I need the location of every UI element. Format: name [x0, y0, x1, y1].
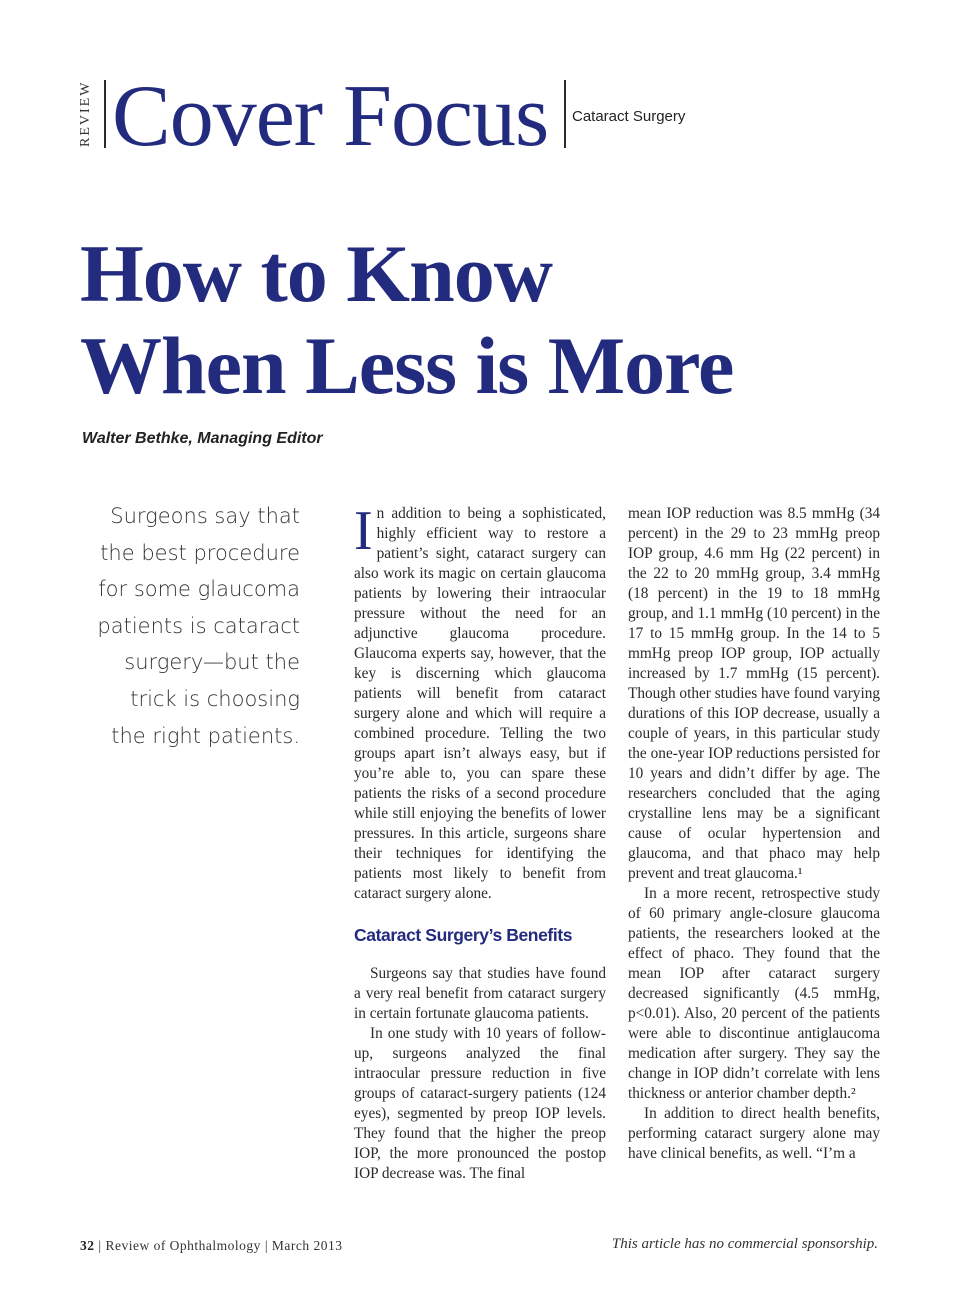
body-paragraph: Surgeons say that studies have found a very real benefit from cataract surgery in certain fortunate glaucoma patients.: [354, 965, 606, 1022]
folio-separator: |: [98, 1238, 106, 1253]
article-headline: [80, 228, 900, 412]
section-subhead: Cataract Surgery’s Benefits: [354, 925, 573, 945]
header-divider-right: [564, 80, 566, 148]
intro-text: n addition to being a sophisticated, highly efficient way to restore a patient’s sight, cataract surgery can also work its magic on certain glaucoma patients by lowering their intraocular pressure without the need for an adjunctive glaucoma procedure. Glaucoma experts say, however, that the key is discerning which glaucoma patients will benefit from cataract surgery alone and which will require a combined procedure. Telling the two groups apart isn’t always easy, but if you’re able to, you can spare these patients the risks of a second procedure while still enjoying the benefits of lower pressures. In this article, surgeons share their techniques for identifying the patients most likely to benefit from cataract surgery alone.: [354, 505, 606, 902]
headline-line-2: When Less is More: [80, 320, 734, 411]
body-paragraph: mean IOP reduction was 8.5 mmHg (34 percent) in the 29 to 23 mmHg preop IOP group, 4.6 mm Hg (22 percent) in the 22 to 20 mmHg group, 3.4 mmHg (18 percent) in the 19 to 18 mmHg group, and 1.1 mmHg (10 percent) in the 17 to 15 mmHg group. In the 14 to 5 mmHg preop IOP group, IOP actually increased by 1.7 mmHg (15 percent). Though other studies have found varying durations of this IOP decrease, usually a couple of years, in this particular study the one-year IOP reductions persisted for 10 years and didn’t differ by age. The researchers concluded that the aging crystalline lens may be a significant cause of ocular hypertension and glaucoma, and that phaco may help prevent and treat glaucoma.¹: [628, 505, 880, 882]
sponsorship-note: This article has no commercial sponsorship.: [611, 1236, 878, 1252]
page-number: 32: [80, 1238, 95, 1253]
drop-cap: I: [354, 500, 373, 562]
pull-quote: Surgeons say that the best procedure for some glaucoma patients is cataract surgery—but the trick is choosing the right patients.: [97, 504, 300, 748]
footer-folio: [80, 1238, 343, 1254]
article-column-2: [628, 504, 880, 1164]
intro-paragraph: [354, 500, 606, 904]
issue-date: March 2013: [271, 1238, 343, 1253]
byline: Walter Bethke, Managing Editor: [82, 430, 323, 447]
review-label: REVIEW: [78, 80, 93, 148]
publication-name: Review of Ophthalmology: [105, 1238, 261, 1253]
article-column-1: [354, 500, 606, 1184]
folio-separator: |: [264, 1238, 272, 1253]
section-tag: Cataract Surgery: [572, 108, 686, 125]
body-paragraph: In a more recent, retrospective study of 60 primary angle-closure glaucoma patients, the researchers looked at the effect of phaco. They found that the mean IOP after cataract surgery decreased significantly (4.5 mmHg, p<0.01). Also, 20 percent of the patients were able to discontinue antiglaucoma medication after surgery. They say the change in IOP didn’t correlate with lens thickness or anterior chamber depth.²: [628, 885, 880, 1102]
header-divider-left: [104, 80, 106, 148]
cover-focus-title: Cover Focus: [112, 68, 549, 165]
headline-line-1: How to Know: [80, 228, 552, 319]
body-paragraph: In addition to direct health benefits, performing cataract surgery alone may have clinical benefits, as well. “I’m a: [628, 1105, 880, 1162]
body-paragraph: In one study with 10 years of follow-up, surgeons analyzed the final intraocular pressure reduction in five groups of cataract-surgery patients (124 eyes), segmented by preop IOP levels. They found that the higher the preop IOP, the more pronounced the postop IOP decrease was. The final: [354, 1025, 606, 1182]
